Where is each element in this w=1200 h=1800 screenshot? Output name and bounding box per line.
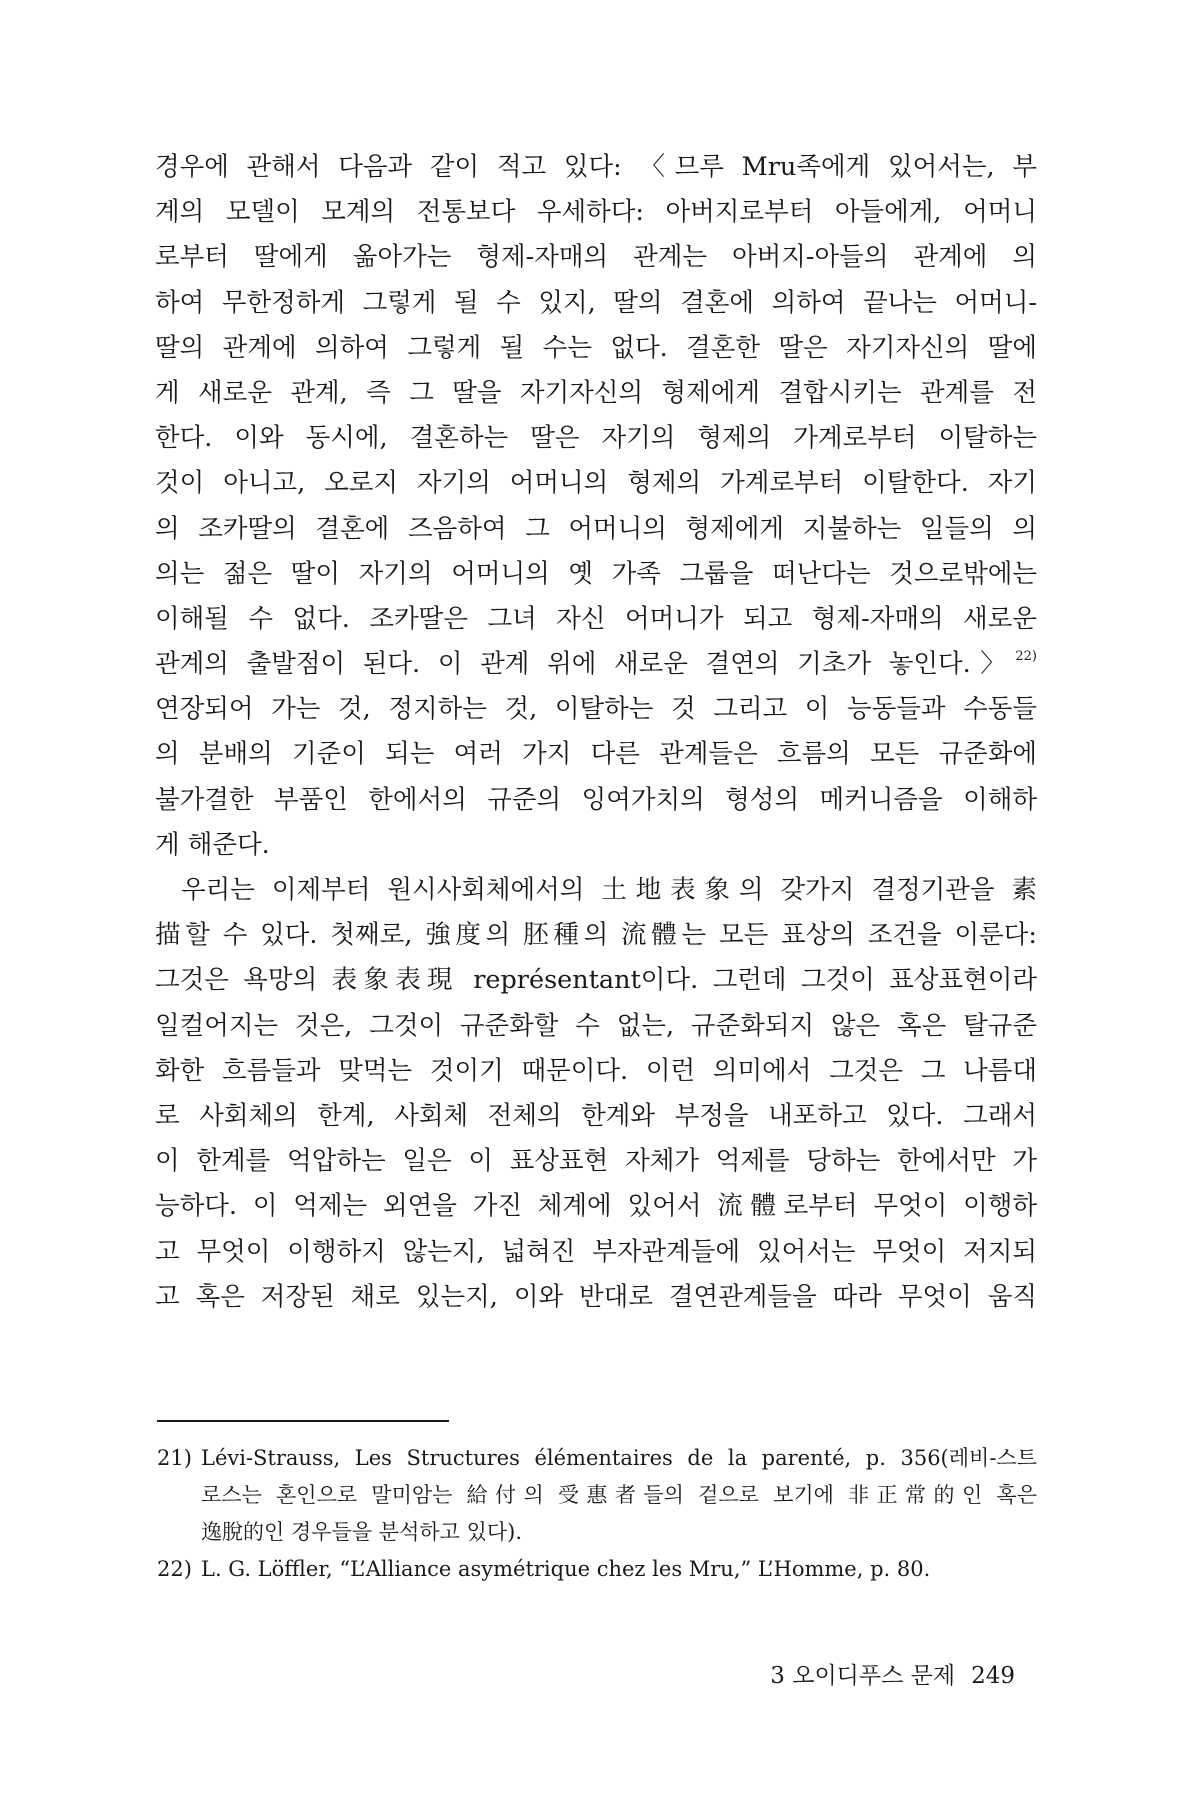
footnote-ref-22: 22) (1015, 649, 1037, 665)
text-line: 고 혹은 저장된 채로 있는지, 이와 반대로 결연관계들을 따라 무엇이 움직 (155, 1281, 1037, 1312)
text-line: 고 무엇이 이행하지 않는지, 넓혀진 부자관계들에 있어서는 무엇이 저지되 (155, 1236, 1037, 1267)
footnote-21 (157, 1440, 1037, 1551)
paragraph-start-line: 우리는 이제부터 원시사회체에서의 土地表象의 갖가지 결정기관을 素 (181, 875, 1037, 905)
text-line: 게 해준다. (155, 829, 270, 860)
footnote-22 (157, 1551, 1037, 1588)
text-line: 이 한계를 억압하는 일은 이 표상표현 자체가 억제를 당하는 한에서만 가 (155, 1146, 1037, 1177)
page-footer (770, 1657, 1015, 1690)
text-line: 일컬어지는 것은, 그것이 규준화할 수 없는, 규준화되지 않은 혹은 탈규준 (155, 1010, 1037, 1041)
text-line: 게 새로운 관계, 즉 그 딸을 자기자신의 형제에게 결합시키는 관계를 전 (155, 377, 1037, 408)
text-line (155, 642, 1037, 687)
text-line: 하여 무한정하게 그렇게 될 수 있지, 딸의 결혼에 의하여 끝나는 어머니- (155, 287, 1037, 318)
text-line: 화한 흐름들과 맞먹는 것이기 때문이다. 이런 의미에서 그것은 그 나름대 (155, 1055, 1037, 1086)
quote-end-text: 관계의 출발점이 된다. 이 관계 위에 새로운 결연의 기초가 놓인다.〉 (155, 649, 1016, 680)
chapter-title: 3 오이디푸스 문제 (770, 1663, 956, 1689)
text-line: 이해될 수 없다. 조카딸은 그녀 자신 어머니가 되고 형제-자매의 새로운 (155, 603, 1037, 634)
footnote-line: Lévi-Strauss, Les Structures élémentaires de la parenté, p. 356(레비-스트 (201, 1446, 1037, 1470)
footnote-line: L. G. Löffler, “L’Alliance asymétrique chez les Mru,” L’Homme, p. 80. (201, 1557, 931, 1581)
text-line: 딸의 관계에 의하여 그렇게 될 수는 없다. 결혼한 딸은 자기자신의 딸에 (155, 332, 1037, 363)
footnote-number: 21) (157, 1446, 192, 1470)
text-line: 불가결한 부품인 한에서의 규준의 잉여가치의 형성의 메커니즘을 이해하 (155, 784, 1037, 815)
footnote-number: 22) (157, 1557, 192, 1581)
text-line: 능하다. 이 억제는 외연을 가진 체계에 있어서 流體로부터 무엇이 이행하 (155, 1191, 1037, 1222)
text-line: 연장되어 가는 것, 정지하는 것, 이탈하는 것 그리고 이 능동들과 수동들 (155, 694, 1037, 725)
page-number: 249 (971, 1663, 1015, 1689)
text-line: 의 조카딸의 결혼에 즈음하여 그 어머니의 형제에게 지불하는 일들의 의 (155, 513, 1037, 544)
text-line: 描할 수 있다. 첫째로, 強度의 胚種의 流體는 모든 표상의 조건을 이룬다: (155, 920, 1037, 951)
text-line: 그것은 욕망의 表象表現 représentant이다. 그런데 그것이 표상표현이라 (155, 965, 1037, 996)
text-line: 계의 모델이 모계의 전통보다 우세하다: 아버지로부터 아들에게, 어머니 (155, 197, 1037, 228)
text-line: 로 사회체의 한계, 사회체 전체의 한계와 부정을 내포하고 있다. 그래서 (155, 1100, 1037, 1131)
footnotes (157, 1440, 1037, 1588)
footnote-divider (157, 1420, 449, 1422)
footnote-line: 로스는 혼인으로 말미암는 給付의 受惠者들의 겉으로 보기에 非正常的인 혹은 (201, 1483, 1037, 1507)
text-line: 한다. 이와 동시에, 결혼하는 딸은 자기의 형제의 가계로부터 이탈하는 (155, 423, 1037, 454)
footnote-line: 逸脫的인 경우들을 분석하고 있다). (201, 1520, 523, 1544)
text-line: 의 분배의 기준이 되는 여러 가지 다른 관계들은 흐름의 모든 규준화에 (155, 739, 1037, 770)
text-line: 로부터 딸에게 옮아가는 형제-자매의 관계는 아버지-아들의 관계에 의 (155, 242, 1037, 273)
text-line: 것이 아니고, 오로지 자기의 어머니의 형제의 가계로부터 이탈한다. 자기 (155, 468, 1037, 499)
text-line: 경우에 관해서 다음과 같이 적고 있다: 〈므루 Mru족에게 있어서는, 부 (155, 152, 1037, 182)
body-text (155, 145, 1037, 1320)
text-line: 의는 젊은 딸이 자기의 어머니의 옛 가족 그룹을 떠난다는 것으로밖에는 (155, 558, 1037, 589)
